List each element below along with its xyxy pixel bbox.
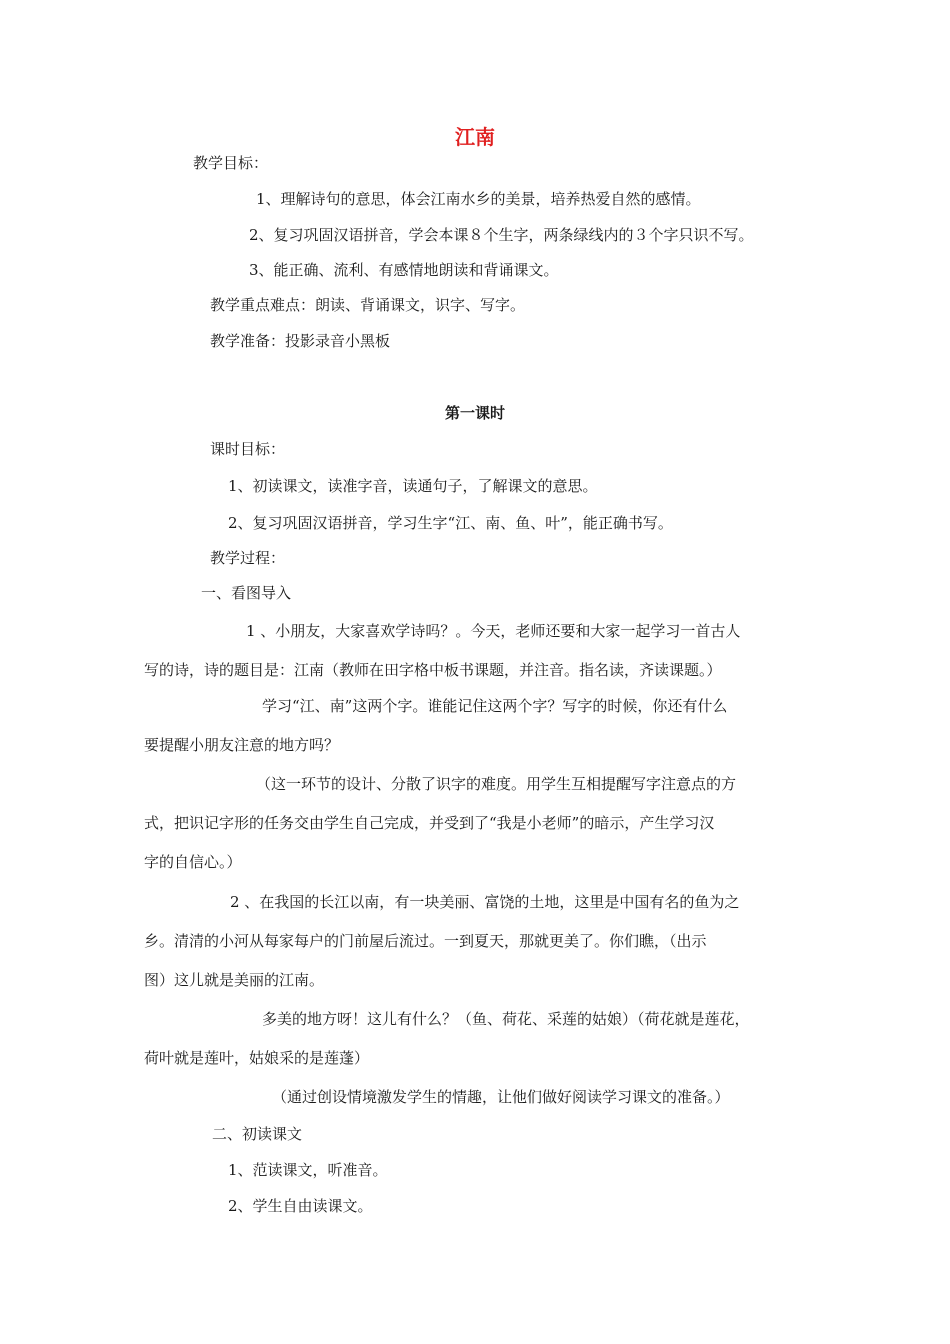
paragraph-line: 学习“江、南”这两个字。谁能记住这两个字？写字的时候，你还有什么 (262, 697, 728, 715)
section-heading: 一、看图导入 (201, 584, 292, 602)
paragraph-line: 荷叶就是莲叶，姑娘采的是莲蓬） (144, 1049, 370, 1067)
key-points: 教学重点难点：朗读、背诵课文，识字、写字。 (210, 296, 526, 314)
step-item: 2、学生自由读课文。 (228, 1197, 373, 1215)
objective-item: 2、复习巩固汉语拼音，学会本课８个生字，两条绿线内的３个字只识不写。 (249, 226, 754, 244)
objective-item: 1、理解诗句的意思，体会江南水乡的美景，培养热爱自然的感情。 (256, 190, 701, 208)
objectives-heading: 教学目标： (193, 154, 269, 172)
lesson-title: 第一课时 (444, 404, 505, 422)
paragraph-line: 多美的地方呀！这儿有什么？（鱼、荷花、采莲的姑娘）（荷花就是莲花， (262, 1010, 750, 1028)
paragraph-line: 2 、在我国的长江以南，有一块美丽、富饶的土地，这里是中国有名的鱼为之 (230, 893, 740, 911)
paragraph-line: 式，把识记字形的任务交由学生自己完成，并受到了“我是小老师”的暗示，产生学习汉 (144, 814, 715, 832)
lesson-goal-item: 2、复习巩固汉语拼音，学习生字“江、南、鱼、叶”，能正确书写。 (228, 514, 673, 532)
paragraph-line: （这一环节的设计、分散了识字的难度。用学生互相提醒写字注意点的方 (256, 775, 737, 793)
paragraph-line: 写的诗，诗的题目是：江南（教师在田字格中板书课题，并注音。指名读，齐读课题。） (144, 661, 722, 679)
section-heading: 二、初读课文 (212, 1125, 303, 1143)
paragraph-line: 1 、小朋友，大家喜欢学诗吗？。今天，老师还要和大家一起学习一首古人 (246, 622, 741, 640)
process-heading: 教学过程： (210, 549, 286, 567)
paragraph-line: 要提醒小朋友注意的地方吗？ (144, 736, 340, 754)
step-item: 1、范读课文，听准音。 (228, 1161, 388, 1179)
lesson-goal-item: 1、初读课文，读准字音，读通句子，了解课文的意思。 (228, 477, 598, 495)
paragraph-line: 乡。清清的小河从每家每户的门前屋后流过。一到夏天，那就更美了。你们瞧，（出示 (144, 932, 707, 950)
document-title: 江南 (455, 125, 495, 149)
lesson-goal-heading: 课时目标： (210, 440, 286, 458)
paragraph-line: 图）这儿就是美丽的江南。 (144, 971, 325, 989)
paragraph-line: 字的自信心。） (144, 853, 242, 871)
paragraph-line: （通过创设情境激发学生的情趣，让他们做好阅读学习课文的准备。） (272, 1088, 730, 1106)
objective-item: 3、能正确、流利、有感情地朗读和背诵课文。 (249, 261, 559, 279)
preparation: 教学准备：投影录音小黑板 (210, 332, 391, 350)
